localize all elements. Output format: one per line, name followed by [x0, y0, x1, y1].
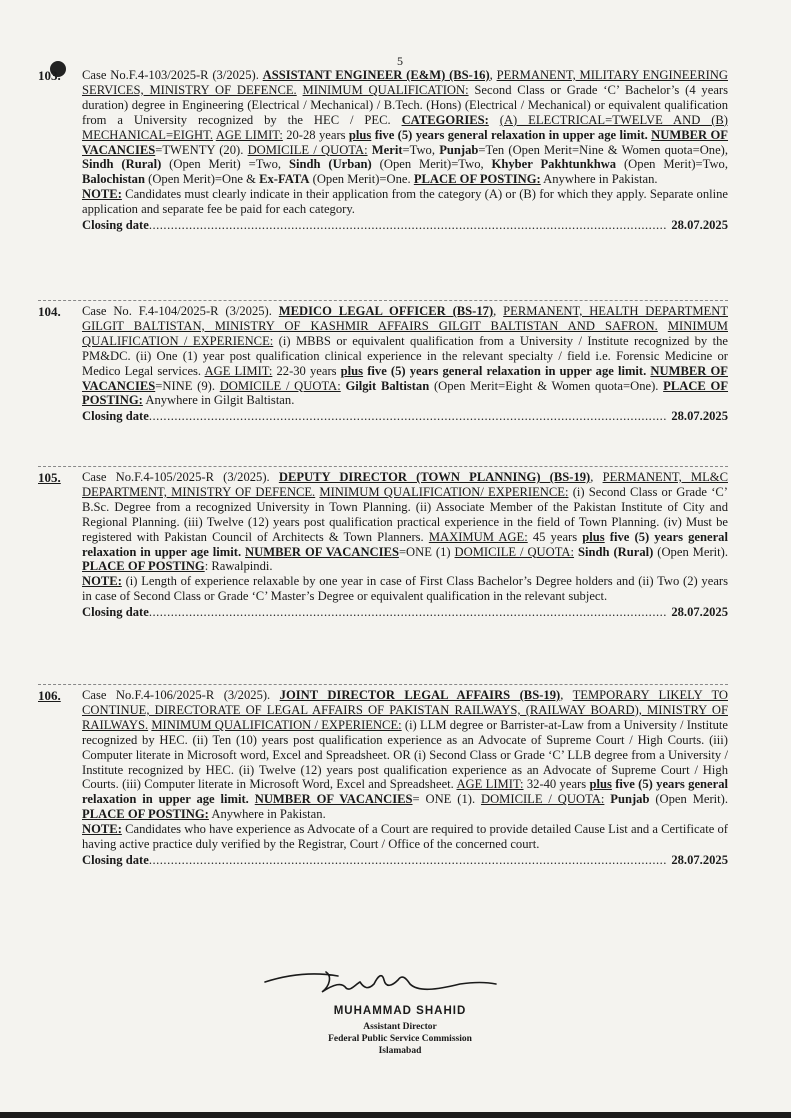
closing-line	[82, 853, 728, 868]
text-run: MAXIMUM AGE:	[428, 529, 528, 544]
text-run: NOTE:	[82, 822, 122, 837]
text-run: DOMICILE / QUOTA:	[219, 378, 341, 393]
case-number: 103.	[38, 68, 61, 83]
text-run: ,	[590, 470, 603, 484]
case-104	[38, 304, 728, 424]
text-run: (Open Merit=Eight & Women quota=One).	[429, 378, 664, 393]
text-run: = ONE (1).	[412, 792, 481, 807]
text-run: five (5) years general relaxation in upper age limit.	[82, 529, 728, 559]
text-run: =ONE (1)	[398, 544, 455, 559]
closing-line	[82, 218, 728, 233]
text-run: DOMICILE / QUOTA:	[480, 792, 605, 807]
text-run: AGE LIMIT:	[204, 363, 273, 378]
text-run: =Two,	[402, 142, 440, 157]
signatory-title: Assistant Director	[363, 1022, 437, 1032]
closing-date: 28.07.2025	[671, 218, 728, 233]
text-run: Punjab	[610, 792, 650, 807]
text-run: Candidates must clearly indicate in their application from the category (A) or (B) for which they apply. Separate online application and separate fee be paid for each category.	[82, 187, 728, 217]
text-run: NUMBER OF VACANCIES	[245, 544, 399, 559]
text-run: MINIMUM QUALIFICATION/ EXPERIENCE:	[319, 484, 569, 499]
text-run: (Open Merit)=Two,	[616, 157, 728, 172]
text-run: MEDICO LEGAL OFFICER (BS-17)	[278, 304, 494, 318]
case-body	[82, 304, 728, 408]
case-103	[38, 68, 728, 233]
text-run: NOTE:	[82, 187, 122, 202]
text-run: NUMBER OF VACANCIES	[254, 792, 413, 807]
text-run: PLACE OF POSTING:	[413, 172, 541, 187]
closing-date: 28.07.2025	[671, 605, 728, 620]
text-run: Case No.F.4-106/2025-R (3/2025).	[82, 688, 280, 702]
case-body	[82, 688, 728, 822]
text-run: Anywhere in Gilgit Baltistan.	[142, 393, 295, 408]
text-run: (A) ELECTRICAL=TWELVE AND (B) MECHANICAL=EIGHT.	[82, 112, 728, 142]
case-number: 104.	[38, 304, 61, 319]
text-run: : Rawalpindi.	[204, 559, 273, 574]
text-run: PLACE OF POSTING:	[82, 807, 209, 822]
text-run	[489, 113, 500, 127]
separator	[38, 466, 728, 467]
text-run: ASSISTANT ENGINEER (E&M) (BS-16)	[262, 68, 490, 82]
text-run: Candidates who have experience as Advocate of a Court are required to provide detailed Cause List and a Certificate of having active practice duly verified by the Registrar, Court / Office of the concerned court.	[82, 822, 728, 852]
text-run: Anywhere in Pakistan.	[540, 172, 658, 187]
text-run: MINIMUM QUALIFICATION / EXPERIENCE:	[151, 717, 402, 732]
text-run: Anywhere in Pakistan.	[208, 807, 326, 822]
closing-date: 28.07.2025	[671, 409, 728, 424]
text-run: plus	[340, 363, 364, 378]
text-run: (i) Length of experience relaxable by one year in case of First Class Bachelor’s Degree holders and (ii) Two (2) years in case of Second Class or Grade ‘C’ Master’s Degree or equivalent qualification in the relevant subject.	[82, 574, 728, 604]
text-run: ,	[560, 688, 573, 702]
case-note	[82, 574, 728, 604]
text-run: Khyber Pakhtunkhwa	[491, 157, 617, 172]
text-run: Case No. F.4-104/2025-R (3/2025).	[82, 304, 279, 318]
separator	[38, 684, 728, 685]
page-number: 5	[397, 54, 403, 68]
closing-line	[82, 409, 728, 424]
leader-dots	[149, 218, 668, 233]
text-run: AGE LIMIT:	[215, 127, 283, 142]
closing-label: Closing date	[82, 218, 149, 233]
text-run: (Open Merit)=Two,	[371, 157, 492, 172]
text-run: plus	[582, 529, 605, 544]
text-run: NUMBER OF VACANCIES	[82, 363, 728, 393]
text-run: 32-40 years	[523, 777, 590, 792]
leader-dots	[149, 853, 668, 868]
text-run: MINIMUM QUALIFICATION:	[302, 82, 469, 97]
text-run: five (5) years general relaxation in upper age limit.	[363, 363, 647, 378]
text-run: =TWENTY (20).	[155, 142, 248, 157]
text-run: (i) Second Class or Grade ‘C’ B.Sc. Degree from a recognized University in Town Planning. (ii) Associate Member of the Pakistan Institute of City and Regional Planning. (iii) Twelve (12) years post qualification practical experience in the field of Town Planning. (iv) Must be registered with Pakistan Council of Architects & Town Planners.	[82, 484, 728, 544]
case-body	[82, 68, 728, 187]
text-run: 22-30 years	[272, 363, 341, 378]
text-run: DEPUTY DIRECTOR (TOWN PLANNING) (BS-19)	[278, 470, 591, 484]
text-run: ,	[493, 304, 504, 318]
text-run: PERMANENT, MILITARY ENGINEERING SERVICES, MINISTRY OF DEFENCE.	[82, 68, 728, 97]
handwritten-signature	[260, 962, 500, 1002]
text-run: (Open Merit)=One &	[144, 172, 260, 187]
text-run	[658, 319, 668, 333]
case-note	[82, 822, 728, 852]
closing-label: Closing date	[82, 409, 149, 424]
closing-label: Closing date	[82, 852, 149, 867]
text-run: DOMICILE / QUOTA:	[247, 142, 368, 157]
separator	[38, 300, 728, 301]
text-run: (i) MBBS or equivalent qualification from a University / Institute recognized by the PM&DC. (ii) One (1) year post qualification clinical experience in the relevant specialty / field i.e. Forensic Medicine or Medico Legal services.	[82, 333, 729, 378]
text-run: NUMBER OF VACANCIES	[82, 127, 729, 157]
text-run: five (5) years general relaxation in upper age limit.	[82, 777, 729, 807]
text-run: TEMPORARY LIKELY TO CONTINUE, DIRECTORATE OF LEGAL AFFAIRS OF PAKISTAN RAILWAYS, (RAILWAY BOARD), MINISTRY OF RAILWAYS.	[82, 688, 728, 732]
signatory-city: Islamabad	[378, 1046, 422, 1056]
text-run: (Open Merit).	[653, 544, 729, 559]
text-run: MINIMUM QUALIFICATION / EXPERIENCE:	[82, 318, 728, 348]
text-run: =Ten (Open Merit=Nine & Women quota=One),	[478, 142, 729, 157]
text-run: Case No.F.4-103/2025-R (3/2025).	[82, 68, 263, 82]
scan-edge	[0, 1112, 791, 1118]
text-run: plus	[348, 127, 372, 142]
text-run: plus	[589, 777, 612, 792]
text-run: JOINT DIRECTOR LEGAL AFFAIRS (BS-19)	[279, 688, 561, 702]
text-run: Punjab	[439, 142, 479, 157]
text-run: 20-28 years	[282, 127, 349, 142]
case-number: 106.	[38, 688, 61, 703]
case-number: 105.	[38, 470, 61, 485]
text-run: DOMICILE / QUOTA:	[454, 544, 575, 559]
leader-dots	[149, 409, 668, 424]
case-note	[82, 187, 728, 217]
text-run: Sindh (Rural)	[82, 157, 162, 172]
signatory-org: Federal Public Service Commission	[328, 1034, 472, 1044]
text-run: CATEGORIES:	[401, 112, 489, 127]
case-106	[38, 688, 728, 868]
text-run: Balochistan	[82, 172, 145, 187]
text-run: ,	[489, 68, 497, 82]
text-run: Sindh (Urban)	[288, 157, 372, 172]
text-run: five (5) years general relaxation in upper age limit.	[371, 127, 648, 142]
text-run: PERMANENT, ML&C DEPARTMENT, MINISTRY OF DEFENCE.	[82, 470, 728, 499]
text-run: 45 years	[527, 529, 583, 544]
text-run: Gilgit Baltistan	[345, 378, 430, 393]
text-run: =NINE (9).	[155, 378, 220, 393]
text-run: AGE LIMIT:	[456, 777, 524, 792]
text-run: Case No.F.4-105/2025-R (3/2025).	[82, 470, 279, 484]
text-run: NOTE:	[82, 574, 122, 589]
closing-line	[82, 605, 728, 620]
signatory-name: MUHAMMAD SHAHID	[333, 1005, 467, 1017]
text-run: PLACE OF POSTING	[82, 559, 205, 574]
text-run: PERMANENT, HEALTH DEPARTMENT GILGIT BALTISTAN, MINISTRY OF KASHMIR AFFAIRS GILGIT BALTISTAN AND SAFRON.	[82, 304, 729, 333]
closing-label: Closing date	[82, 605, 149, 620]
text-run: Merit	[371, 142, 403, 157]
text-run: (i) LLM degree or Barrister-at-Law from a University / Institute recognized by HEC. (ii) Ten (10) years post qualification experience as an Advocate of Supreme Court / High Courts. (iii) Computer literate in Microsoft word, Excel and Spreadsheet. OR (i) Second Class or Grade ‘C’ LLB degree from a University / Institute recognized by HEC. (ii) Twelve (12) years post qualification experience as an Advocate of Supreme Court / High Courts. (iii) Computer literate in Microsoft Word, Excel and Spreadsheet.	[82, 717, 728, 792]
leader-dots	[149, 605, 668, 620]
text-run: Sindh (Rural)	[577, 544, 654, 559]
text-run: (Open Merit) =Two,	[161, 157, 289, 172]
case-105	[38, 470, 728, 620]
text-run: Ex-FATA	[259, 172, 310, 187]
case-body	[82, 470, 728, 574]
text-run: (Open Merit)=One.	[309, 172, 414, 187]
closing-date: 28.07.2025	[671, 852, 728, 867]
text-run: (Open Merit).	[649, 792, 729, 807]
text-run: PLACE OF POSTING:	[82, 378, 729, 408]
text-run: Second Class or Grade ‘C’ Bachelor’s (4 years duration) degree in Engineering (Electrical / Mechanical) / B.Tech. (Hons) (Electrical / Mechanical) or equivalent qualification from a University recognized by the HEC / PEC.	[82, 82, 729, 127]
